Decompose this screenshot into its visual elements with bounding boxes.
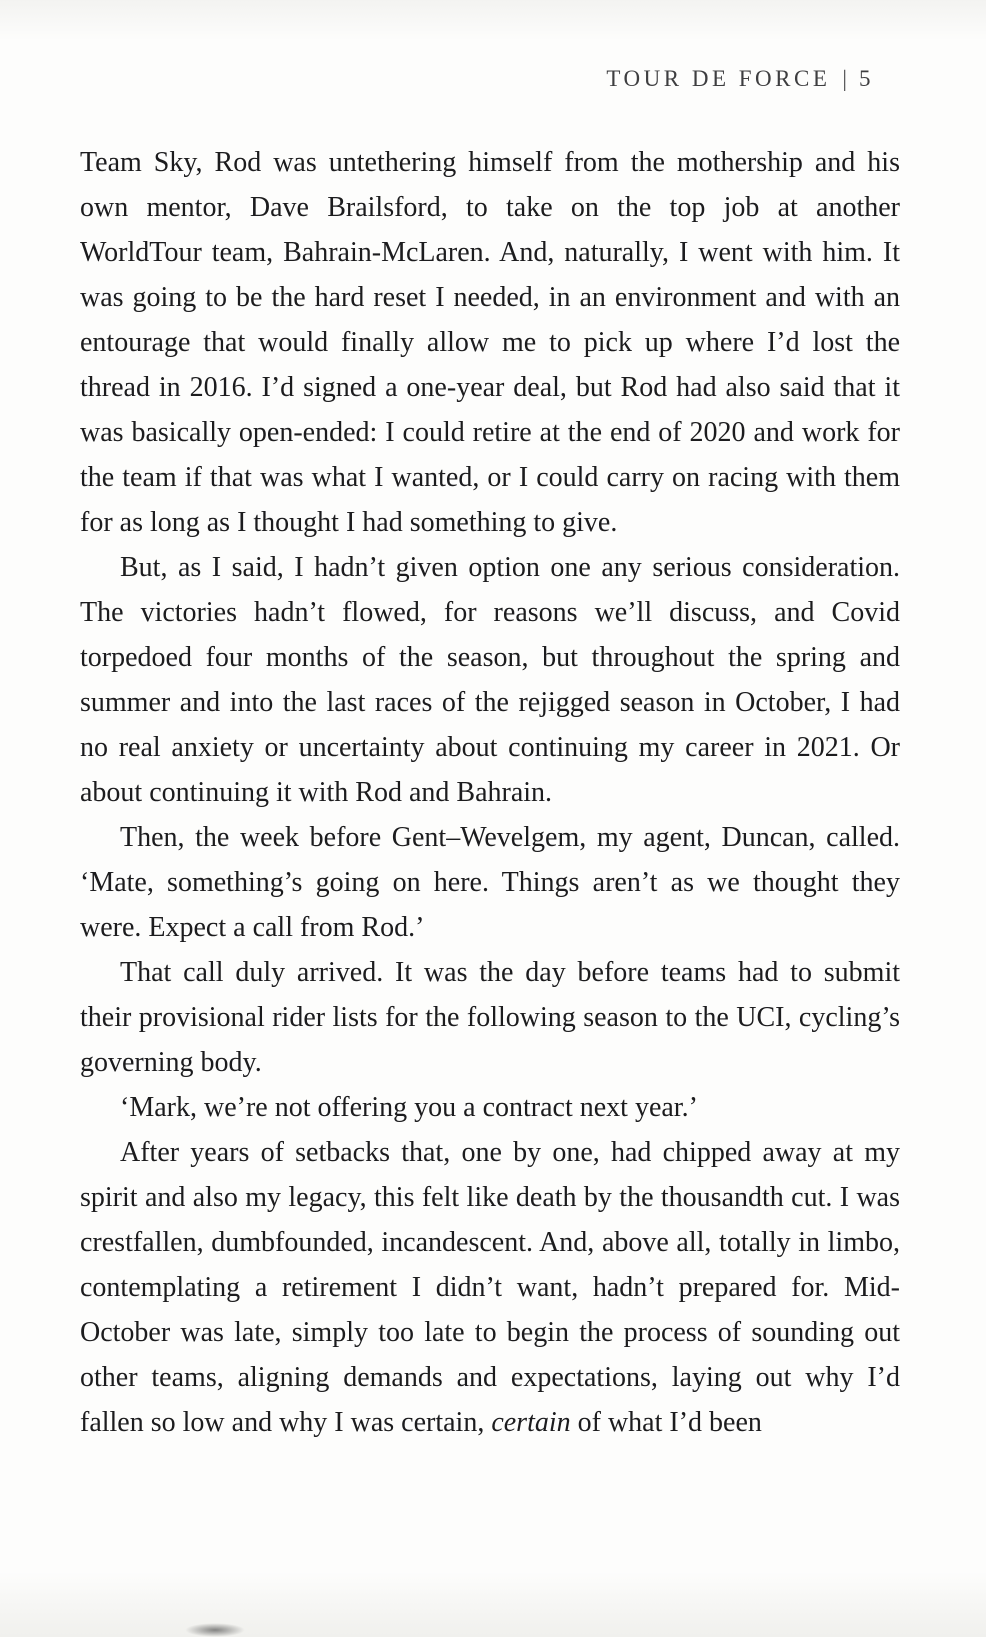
paragraph: But, as I said, I hadn’t given option one any serious consideration. The victories hadn’t flowed, for reasons we’ll discuss, and Covid torpedoed four months of the season, but throughout the spring and summer and into the last races of the rejigged season in October, I had no real anxiety or uncertainty about continuing my career in 2021. Or about continuing it with Rod and Bahrain. [80,552,900,808]
running-title: TOUR DE FORCE [606,66,831,91]
page-number: 5 [859,66,874,91]
paragraph: Team Sky, Rod was untethering himself from the mothership and his own mentor, Dave Brailsford, to take on the top job at another WorldTour team, Bahrain-McLaren. And, naturally, I went with him. It was going to be the hard reset I needed, in an environment and with an entourage that would finally allow me to pick up where I’d lost the thread in 2016. I’d signed a one-year deal, but Rod had also said that it was basically open-ended: I could retire at the end of 2020 and work for the team if that was what I wanted, or I could carry on racing with them for as long as I thought I had something to give. [80,147,900,538]
running-header [80,66,900,92]
paragraph: Then, the week before Gent–Wevelgem, my agent, Duncan, called. ‘Mate, something’s going on here. Things aren’t as we thought they were. Expect a call from Rod.’ [80,822,900,943]
paragraph-text: After years of setbacks that, one by one, had chipped away at my spirit and also my legacy, this felt like death by the thousandth cut. I was crestfallen, dumbfounded, incandescent. And, above all, totally in limbo, contemplating a retirement I didn’t want, hadn’t prepared for. Mid-October was late, simply too late to begin the process of sounding out other teams, aligning demands and expectations, laying out why I’d fallen so low and why I was certain, [80,1137,900,1438]
header-separator: | [842,66,847,91]
paragraph-text: of what I’d been [570,1407,762,1438]
scan-smudge-artifact [185,1623,245,1637]
paragraph [80,1130,900,1445]
paragraph: That call duly arrived. It was the day before teams had to submit their provisional rider lists for the following season to the UCI, cycling’s governing body. [80,957,900,1078]
paragraph: ‘Mark, we’re not offering you a contract next year.’ [120,1092,698,1123]
page-body [80,140,900,1445]
italic-word: certain [491,1407,571,1438]
